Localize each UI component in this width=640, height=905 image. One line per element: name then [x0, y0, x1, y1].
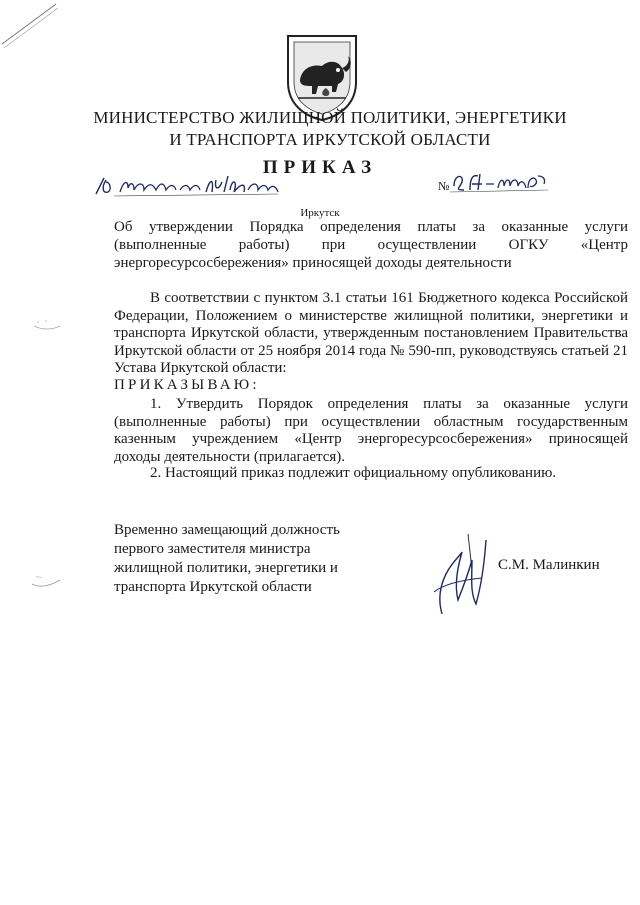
city-name: Иркутск — [300, 207, 340, 219]
position-line-3: жилищной политики, энергетики и — [114, 560, 338, 576]
corner-pen-mark — [0, 0, 60, 50]
document-type-title: ПРИКАЗ — [262, 157, 378, 178]
handwritten-order-number — [450, 168, 550, 194]
ministry-name-line2: И ТРАНСПОРТА ИРКУТСКОЙ ОБЛАСТИ — [169, 130, 491, 149]
margin-scan-mark — [28, 572, 68, 592]
margin-scan-mark — [28, 318, 68, 338]
order-number-label: № — [438, 179, 450, 193]
order-item-1: 1. Утвердить Порядок определения платы за оказанные услуги (выполненные работы) при осуществлении областным государственным казенным учреждением «Центр энергоресурсосбережения» приносящей доходы деятельности (прилагается). — [114, 396, 628, 465]
preamble-paragraph: В соответствии с пунктом 3.1 статьи 161 Бюджетного кодекса Российской Федерации, Положением о министерстве жилищной политики, энергетики и транспорта Иркутской области, утвержденным постановлением Правительства Иркутской области от 25 ноября 2014 года № 590-пп, руководствуясь статьей 21 Устава Иркутской области: — [114, 290, 628, 376]
ministry-name-line1: МИНИСТЕРСТВО ЖИЛИЩНОЙ ПОЛИТИКИ, ЭНЕРГЕТИКИ — [93, 108, 567, 127]
position-line-1: Временно замещающий должность — [114, 522, 340, 538]
order-subject: Об утверждении Порядка определения платы за оказанные услуги (выполненные работы) при осуществлении ОГКУ «Центр энергоресурсосбережения» приносящей доходы деятельности — [114, 219, 628, 271]
signatory-position — [114, 521, 348, 597]
order-item-2: 2. Настоящий приказ подлежит официальному опубликованию. — [150, 465, 557, 481]
order-word: ПРИКАЗЫВАЮ: — [114, 377, 260, 393]
handwritten-date — [94, 172, 280, 200]
position-line-2: первого заместителя министра — [114, 541, 311, 557]
signer-name: С.М. Малинкин — [498, 557, 600, 573]
position-line-4: транспорта Иркутской области — [114, 579, 312, 595]
handwritten-signature — [432, 530, 490, 616]
